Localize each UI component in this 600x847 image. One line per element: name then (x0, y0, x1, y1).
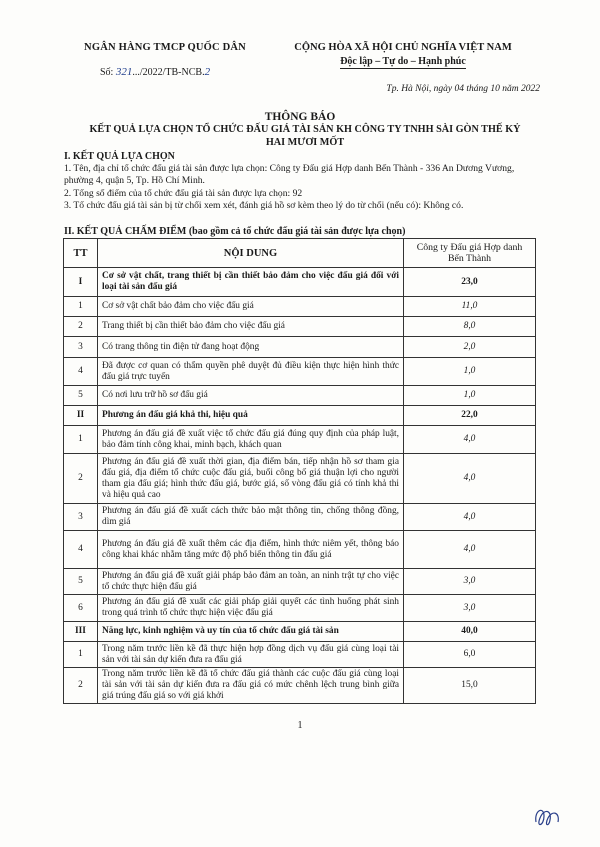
table-row (64, 358, 536, 386)
row-score: 4,0 (404, 426, 536, 454)
score-table (63, 238, 536, 704)
row-score: 3,0 (404, 595, 536, 622)
row-tt: 2 (64, 317, 98, 337)
page-number: 1 (297, 720, 303, 731)
table-row (64, 642, 536, 668)
row-score: 4,0 (404, 454, 536, 504)
row-content: Phương án đấu giá đề xuất thêm các địa điểm, hình thức niêm yết, thông báo công khai khác nhằm tăng mức độ phổ biến thông tin đấu giá (98, 531, 404, 569)
row-content: Phương án đấu giá khả thi, hiệu quả (98, 406, 404, 426)
row-content: Cơ sở vật chất, trang thiết bị cần thiết bảo đảm cho việc đấu giá đối với loại tài sản đấu giá (98, 268, 404, 297)
row-tt: I (64, 268, 98, 297)
row-content: Cơ sở vật chất bảo đảm cho việc đấu giá (98, 297, 404, 317)
row-tt: II (64, 406, 98, 426)
signature-initials (530, 800, 570, 834)
row-score: 4,0 (404, 504, 536, 531)
table-row (64, 317, 536, 337)
table-row (64, 297, 536, 317)
document-number (100, 66, 210, 78)
row-tt: 5 (64, 386, 98, 406)
row-tt: 3 (64, 337, 98, 358)
table-row (64, 595, 536, 622)
table-row (64, 406, 536, 426)
row-score: 22,0 (404, 406, 536, 426)
row-tt: 6 (64, 595, 98, 622)
row-content: Trang thiết bị cần thiết bảo đảm cho việc đấu giá (98, 317, 404, 337)
doc-subtitle: KẾT QUẢ LỰA CHỌN TỔ CHỨC ĐẤU GIÁ TÀI SẢN KH CÔNG TY TNHH SÀI GÒN THẾ KỶ HAI MƯƠI MỐT (89, 124, 521, 148)
row-content: Năng lực, kinh nghiệm và uy tín của tổ chức đấu giá tài sản (98, 622, 404, 642)
row-score: 6,0 (404, 642, 536, 668)
handwritten-number: 321 (115, 66, 133, 78)
table-row (64, 668, 536, 704)
row-score: 15,0 (404, 668, 536, 704)
row-content: Trong năm trước liền kề đã tổ chức đấu giá thành các cuộc đấu giá cùng loại tài sản với tài sản dự kiến đưa ra đấu giá có mức chênh lệch trung bình giữa giá trúng đấu giá so với giá khởi (98, 668, 404, 704)
so-suffix: .../2022/TB-NCB. (132, 67, 205, 78)
section-1-para-2: 2. Tổng số điểm của tổ chức đấu giá tài sản được lựa chọn: 92 (64, 188, 303, 199)
country-header (268, 42, 538, 69)
row-score: 4,0 (404, 531, 536, 569)
motto: Độc lập – Tự do – Hạnh phúc (340, 56, 466, 67)
table-row (64, 268, 536, 297)
row-tt: III (64, 622, 98, 642)
row-content: Có trang thông tin điện tử đang hoạt động (98, 337, 404, 358)
table-row (64, 337, 536, 358)
doc-title: THÔNG BÁO (264, 111, 336, 123)
section-1-heading: I. KẾT QUẢ LỰA CHỌN (64, 151, 175, 162)
table-row (64, 426, 536, 454)
section-1-para-3: 3. Tổ chức đấu giá tài sản bị từ chối xem xét, đánh giá hồ sơ kèm theo lý do từ chối (nếu có): Không có. (64, 200, 464, 211)
row-score: 11,0 (404, 297, 536, 317)
row-content: Có nơi lưu trữ hồ sơ đấu giá (98, 386, 404, 406)
row-score: 3,0 (404, 569, 536, 595)
row-tt: 2 (64, 454, 98, 504)
row-content: Phương án đấu giá đề xuất cách thức bảo mật thông tin, chống thông đồng, dìm giá (98, 504, 404, 531)
handwritten-number-2: 2 (204, 66, 211, 78)
row-score: 40,0 (404, 622, 536, 642)
table-row (64, 622, 536, 642)
row-score: 1,0 (404, 358, 536, 386)
col-header-tt: TT (64, 239, 98, 268)
table-row (64, 454, 536, 504)
row-content: Phương án đấu giá đề xuất các giải pháp giải quyết các tình huống phát sinh trong quá trình tổ chức thực hiện việc đấu giá (98, 595, 404, 622)
row-content: Phương án đấu giá đề xuất thời gian, địa điểm bán, tiếp nhận hồ sơ tham gia đấu giá, địa điểm tổ chức cuộc đấu giá, buổi công bố giá thuận lợi cho người tham gia đấu giá; hình thức đấu giá, bước giá, số vòng đấu giá có tính khả thi và hiệu quả cao (98, 454, 404, 504)
row-content: Phương án đấu giá đề xuất việc tổ chức đấu giá đúng quy định của pháp luật, bảo đảm tính công khai, minh bạch, khách quan (98, 426, 404, 454)
country-name: CỘNG HÒA XÃ HỘI CHỦ NGHĨA VIỆT NAM (294, 42, 512, 53)
row-tt: 5 (64, 569, 98, 595)
col-header-score: Công ty Đấu giá Hợp danh Bến Thành (404, 239, 536, 268)
bank-name: NGÂN HÀNG TMCP QUỐC DÂN (84, 42, 246, 53)
row-tt: 1 (64, 297, 98, 317)
row-tt: 4 (64, 358, 98, 386)
row-score: 2,0 (404, 337, 536, 358)
section-1-para-1: 1. Tên, địa chỉ tổ chức đấu giá tài sản được lựa chọn: Công ty Đấu giá Hợp danh Bến Thành - 336 An Dương Vương, phường 4, quận 5, Tp. Hồ Chí Minh. (64, 163, 515, 186)
row-content: Trong năm trước liền kề đã thực hiện hợp đồng dịch vụ đấu giá cùng loại tài sản với tài sản dự kiến đưa ra đấu giá (98, 642, 404, 668)
section-2-heading: II. KẾT QUẢ CHẤM ĐIỂM (bao gồm cả tổ chức đấu giá tài sản được lựa chọn) (64, 226, 406, 237)
row-score: 1,0 (404, 386, 536, 406)
row-tt: 3 (64, 504, 98, 531)
row-score: 8,0 (404, 317, 536, 337)
table-row (64, 531, 536, 569)
row-tt: 4 (64, 531, 98, 569)
issue-date: Tp. Hà Nội, ngày 04 tháng 10 năm 2022 (386, 84, 540, 94)
so-label: Số: (100, 67, 114, 78)
col-header-content: NỘI DUNG (98, 239, 404, 268)
row-tt: 1 (64, 426, 98, 454)
table-row (64, 386, 536, 406)
table-row (64, 504, 536, 531)
row-tt: 2 (64, 668, 98, 704)
row-content: Phương án đấu giá đề xuất giải pháp bảo đảm an toàn, an ninh trật tự cho việc tổ chức thực hiện đấu giá (98, 569, 404, 595)
table-row (64, 569, 536, 595)
row-content: Đã được cơ quan có thẩm quyền phê duyệt đủ điều kiện thực hiện hình thức đấu giá trực tuyến (98, 358, 404, 386)
row-tt: 1 (64, 642, 98, 668)
row-score: 23,0 (404, 268, 536, 297)
